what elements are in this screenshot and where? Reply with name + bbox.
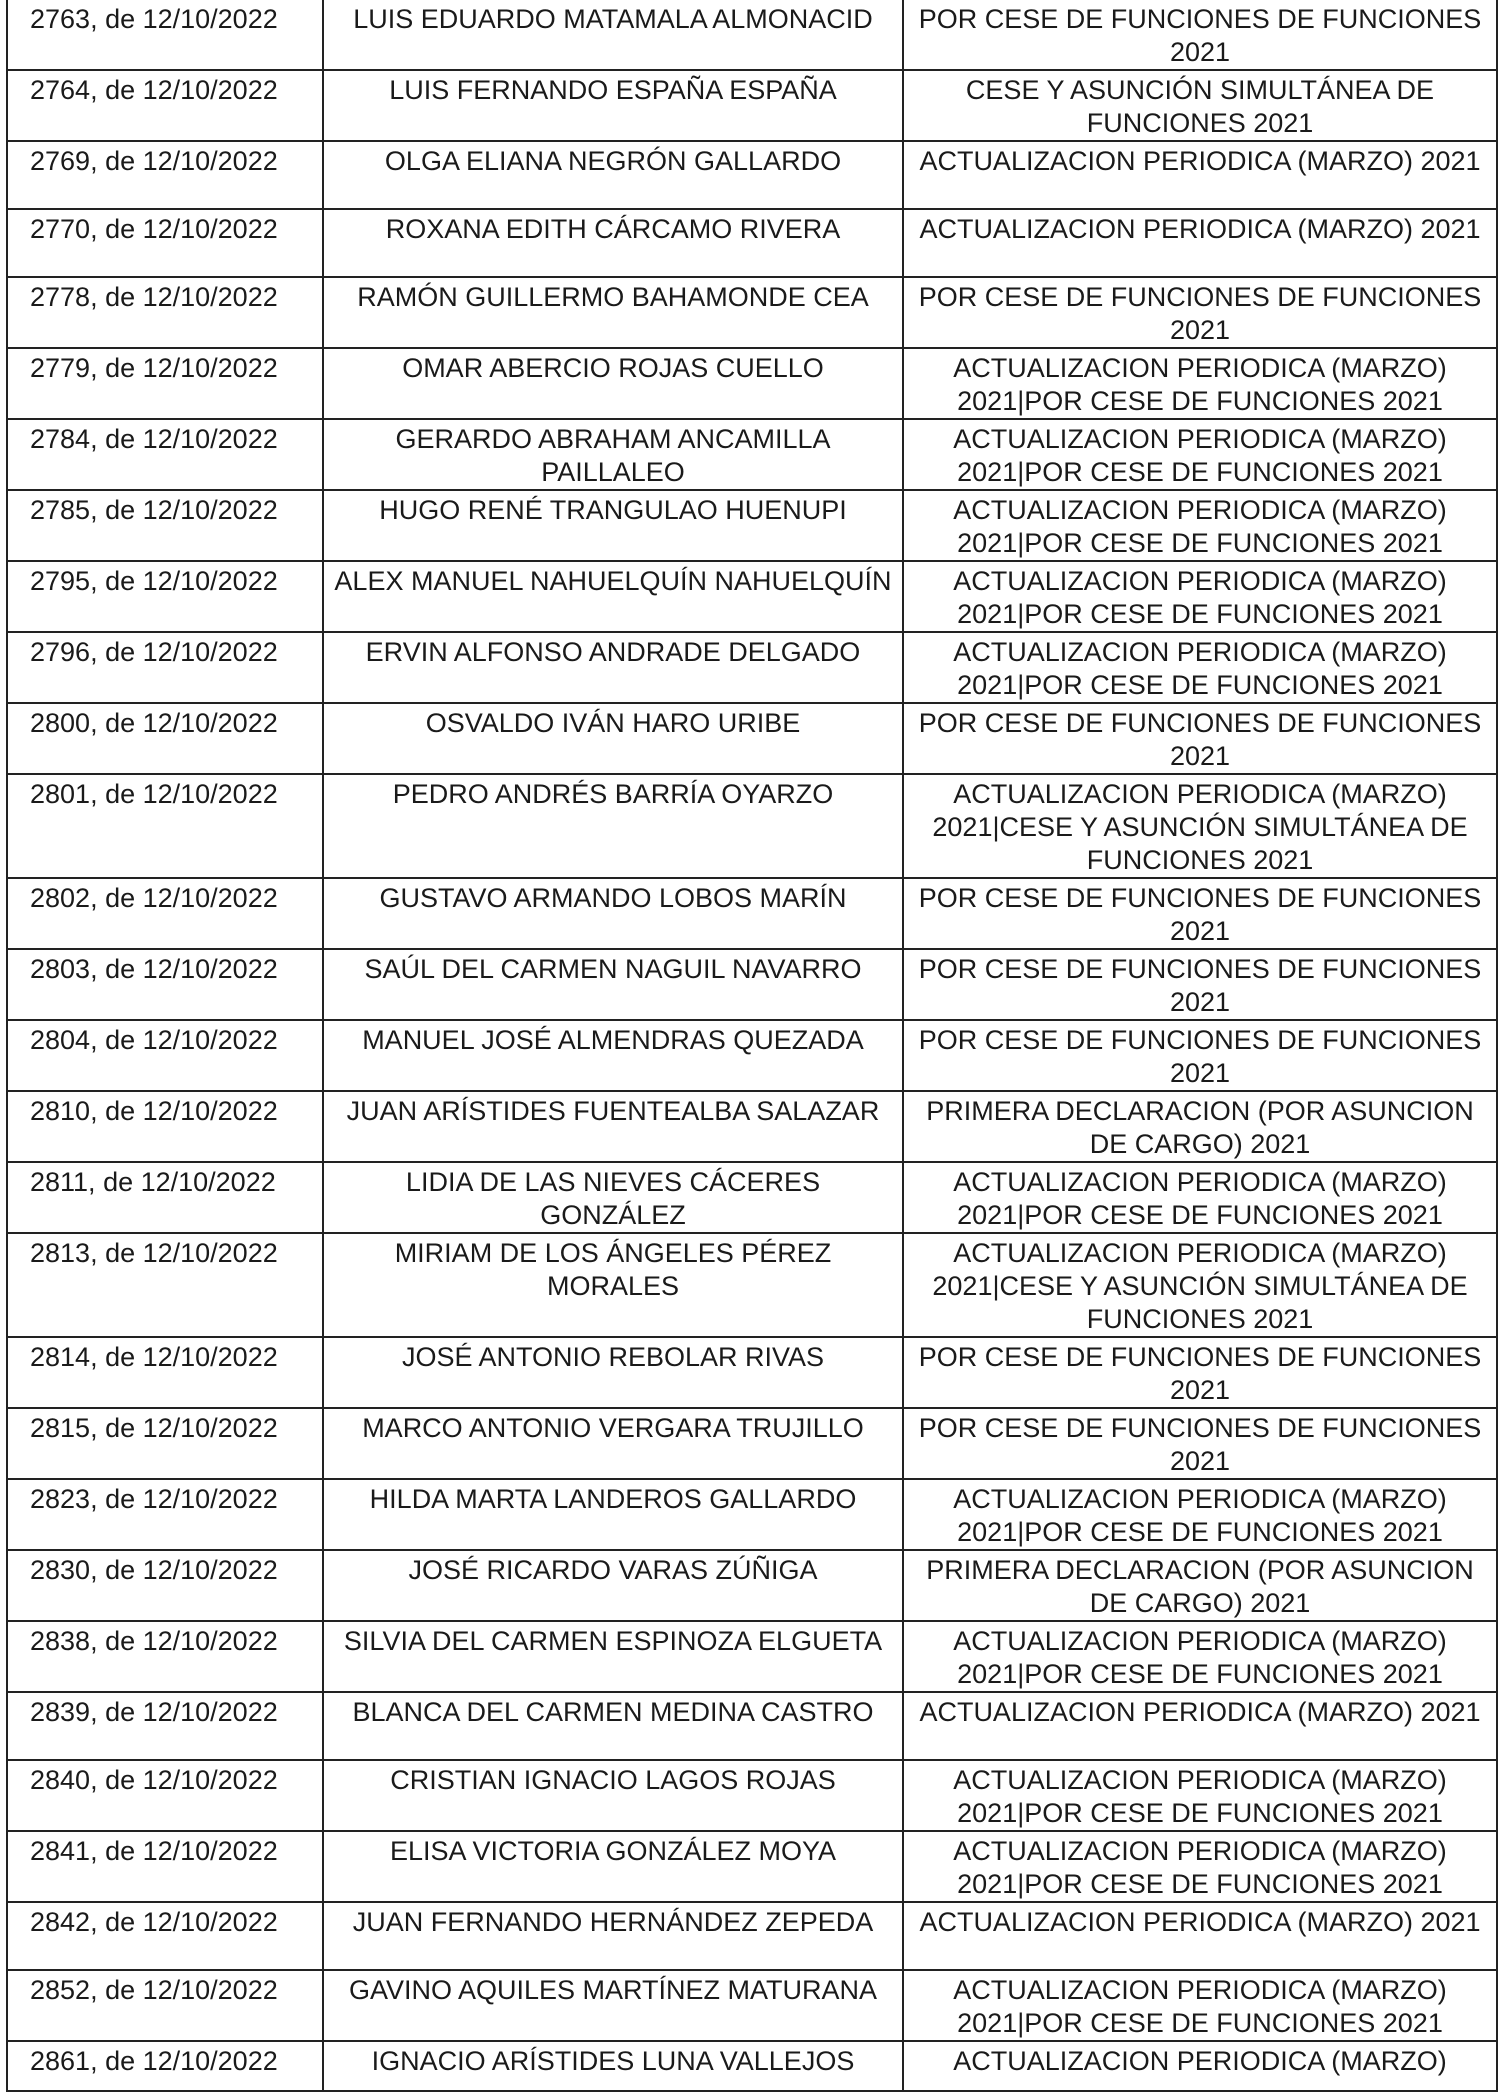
resolution-cell: 2770, de 12/10/2022 <box>7 209 323 277</box>
person-name-cell: LIDIA DE LAS NIEVES CÁCERES GONZÁLEZ <box>323 1162 903 1233</box>
declaration-type-cell: ACTUALIZACION PERIODICA (MARZO) 2021|CESE Y ASUNCIÓN SIMULTÁNEA DE FUNCIONES 2021 <box>903 774 1497 878</box>
person-name-cell: ROXANA EDITH CÁRCAMO RIVERA <box>323 209 903 277</box>
person-name-cell: JUAN FERNANDO HERNÁNDEZ ZEPEDA <box>323 1902 903 1970</box>
declaration-type-cell: POR CESE DE FUNCIONES DE FUNCIONES 2021 <box>903 1408 1497 1479</box>
table-row <box>7 1233 1497 1337</box>
resolution-cell: 2841, de 12/10/2022 <box>7 1831 323 1902</box>
person-name-cell: RAMÓN GUILLERMO BAHAMONDE CEA <box>323 277 903 348</box>
declaration-type-cell: PRIMERA DECLARACION (POR ASUNCION DE CARGO) 2021 <box>903 1550 1497 1621</box>
person-name-cell: BLANCA DEL CARMEN MEDINA CASTRO <box>323 1692 903 1760</box>
table-row <box>7 1902 1497 1970</box>
declaration-type-cell: ACTUALIZACION PERIODICA (MARZO) <box>903 2041 1497 2091</box>
declaration-type-cell: ACTUALIZACION PERIODICA (MARZO) 2021|POR CESE DE FUNCIONES 2021 <box>903 1162 1497 1233</box>
table-row <box>7 2041 1497 2091</box>
declaration-type-cell: POR CESE DE FUNCIONES DE FUNCIONES 2021 <box>903 1337 1497 1408</box>
declaration-type-cell: CESE Y ASUNCIÓN SIMULTÁNEA DE FUNCIONES 2021 <box>903 70 1497 141</box>
person-name-cell: JOSÉ RICARDO VARAS ZÚÑIGA <box>323 1550 903 1621</box>
declaration-type-cell: ACTUALIZACION PERIODICA (MARZO) 2021|POR CESE DE FUNCIONES 2021 <box>903 419 1497 490</box>
declaration-type-cell: ACTUALIZACION PERIODICA (MARZO) 2021 <box>903 1692 1497 1760</box>
resolution-cell: 2823, de 12/10/2022 <box>7 1479 323 1550</box>
declaration-type-cell: ACTUALIZACION PERIODICA (MARZO) 2021|POR CESE DE FUNCIONES 2021 <box>903 1760 1497 1831</box>
table-row <box>7 490 1497 561</box>
declaration-type-cell: ACTUALIZACION PERIODICA (MARZO) 2021 <box>903 141 1497 209</box>
resolution-cell: 2779, de 12/10/2022 <box>7 348 323 419</box>
person-name-cell: LUIS EDUARDO MATAMALA ALMONACID <box>323 0 903 70</box>
person-name-cell: MARCO ANTONIO VERGARA TRUJILLO <box>323 1408 903 1479</box>
table-body <box>7 0 1497 2091</box>
declaration-type-cell: PRIMERA DECLARACION (POR ASUNCION DE CARGO) 2021 <box>903 1091 1497 1162</box>
declaration-type-cell: POR CESE DE FUNCIONES DE FUNCIONES 2021 <box>903 949 1497 1020</box>
declaration-type-cell: ACTUALIZACION PERIODICA (MARZO) 2021|POR CESE DE FUNCIONES 2021 <box>903 1831 1497 1902</box>
table-row <box>7 1408 1497 1479</box>
table-row <box>7 949 1497 1020</box>
resolution-cell: 2852, de 12/10/2022 <box>7 1970 323 2041</box>
table-row <box>7 277 1497 348</box>
resolution-cell: 2784, de 12/10/2022 <box>7 419 323 490</box>
declaration-type-cell: ACTUALIZACION PERIODICA (MARZO) 2021|POR CESE DE FUNCIONES 2021 <box>903 490 1497 561</box>
resolution-cell: 2804, de 12/10/2022 <box>7 1020 323 1091</box>
resolutions-table <box>6 0 1498 2092</box>
declaration-type-cell: POR CESE DE FUNCIONES DE FUNCIONES 2021 <box>903 878 1497 949</box>
table-row <box>7 1162 1497 1233</box>
resolution-cell: 2830, de 12/10/2022 <box>7 1550 323 1621</box>
table-row <box>7 1091 1497 1162</box>
table-row <box>7 1760 1497 1831</box>
table-row <box>7 1692 1497 1760</box>
table-row <box>7 0 1497 70</box>
resolution-cell: 2840, de 12/10/2022 <box>7 1760 323 1831</box>
person-name-cell: GERARDO ABRAHAM ANCAMILLA PAILLALEO <box>323 419 903 490</box>
table-row <box>7 1550 1497 1621</box>
person-name-cell: HILDA MARTA LANDEROS GALLARDO <box>323 1479 903 1550</box>
person-name-cell: JOSÉ ANTONIO REBOLAR RIVAS <box>323 1337 903 1408</box>
person-name-cell: GAVINO AQUILES MARTÍNEZ MATURANA <box>323 1970 903 2041</box>
resolution-cell: 2769, de 12/10/2022 <box>7 141 323 209</box>
person-name-cell: PEDRO ANDRÉS BARRÍA OYARZO <box>323 774 903 878</box>
resolution-cell: 2815, de 12/10/2022 <box>7 1408 323 1479</box>
resolution-cell: 2795, de 12/10/2022 <box>7 561 323 632</box>
person-name-cell: GUSTAVO ARMANDO LOBOS MARÍN <box>323 878 903 949</box>
table-row <box>7 70 1497 141</box>
table-row <box>7 348 1497 419</box>
person-name-cell: ELISA VICTORIA GONZÁLEZ MOYA <box>323 1831 903 1902</box>
table-row <box>7 561 1497 632</box>
table-row <box>7 632 1497 703</box>
resolution-cell: 2796, de 12/10/2022 <box>7 632 323 703</box>
table-row <box>7 1831 1497 1902</box>
declaration-type-cell: POR CESE DE FUNCIONES DE FUNCIONES 2021 <box>903 277 1497 348</box>
resolution-cell: 2802, de 12/10/2022 <box>7 878 323 949</box>
declaration-type-cell: POR CESE DE FUNCIONES DE FUNCIONES 2021 <box>903 1020 1497 1091</box>
person-name-cell: SAÚL DEL CARMEN NAGUIL NAVARRO <box>323 949 903 1020</box>
table-row <box>7 1621 1497 1692</box>
resolution-cell: 2785, de 12/10/2022 <box>7 490 323 561</box>
table-row <box>7 209 1497 277</box>
declaration-type-cell: ACTUALIZACION PERIODICA (MARZO) 2021|POR CESE DE FUNCIONES 2021 <box>903 561 1497 632</box>
declaration-type-cell: ACTUALIZACION PERIODICA (MARZO) 2021|POR CESE DE FUNCIONES 2021 <box>903 1621 1497 1692</box>
person-name-cell: ERVIN ALFONSO ANDRADE DELGADO <box>323 632 903 703</box>
person-name-cell: SILVIA DEL CARMEN ESPINOZA ELGUETA <box>323 1621 903 1692</box>
person-name-cell: IGNACIO ARÍSTIDES LUNA VALLEJOS <box>323 2041 903 2091</box>
table-row <box>7 419 1497 490</box>
person-name-cell: ALEX MANUEL NAHUELQUÍN NAHUELQUÍN <box>323 561 903 632</box>
declaration-type-cell: ACTUALIZACION PERIODICA (MARZO) 2021|POR CESE DE FUNCIONES 2021 <box>903 348 1497 419</box>
resolution-cell: 2839, de 12/10/2022 <box>7 1692 323 1760</box>
resolution-cell: 2811, de 12/10/2022 <box>7 1162 323 1233</box>
table-row <box>7 774 1497 878</box>
resolution-cell: 2800, de 12/10/2022 <box>7 703 323 774</box>
resolution-cell: 2801, de 12/10/2022 <box>7 774 323 878</box>
person-name-cell: HUGO RENÉ TRANGULAO HUENUPI <box>323 490 903 561</box>
person-name-cell: MANUEL JOSÉ ALMENDRAS QUEZADA <box>323 1020 903 1091</box>
declaration-type-cell: ACTUALIZACION PERIODICA (MARZO) 2021|CESE Y ASUNCIÓN SIMULTÁNEA DE FUNCIONES 2021 <box>903 1233 1497 1337</box>
person-name-cell: OMAR ABERCIO ROJAS CUELLO <box>323 348 903 419</box>
person-name-cell: OLGA ELIANA NEGRÓN GALLARDO <box>323 141 903 209</box>
table-row <box>7 1020 1497 1091</box>
resolution-cell: 2803, de 12/10/2022 <box>7 949 323 1020</box>
resolution-cell: 2778, de 12/10/2022 <box>7 277 323 348</box>
person-name-cell: CRISTIAN IGNACIO LAGOS ROJAS <box>323 1760 903 1831</box>
resolution-cell: 2842, de 12/10/2022 <box>7 1902 323 1970</box>
person-name-cell: LUIS FERNANDO ESPAÑA ESPAÑA <box>323 70 903 141</box>
resolution-cell: 2813, de 12/10/2022 <box>7 1233 323 1337</box>
resolution-cell: 2763, de 12/10/2022 <box>7 0 323 70</box>
resolution-cell: 2810, de 12/10/2022 <box>7 1091 323 1162</box>
person-name-cell: OSVALDO IVÁN HARO URIBE <box>323 703 903 774</box>
table-row <box>7 1479 1497 1550</box>
declaration-type-cell: POR CESE DE FUNCIONES DE FUNCIONES 2021 <box>903 0 1497 70</box>
table-row <box>7 878 1497 949</box>
declaration-type-cell: ACTUALIZACION PERIODICA (MARZO) 2021 <box>903 209 1497 277</box>
resolution-cell: 2861, de 12/10/2022 <box>7 2041 323 2091</box>
resolution-cell: 2838, de 12/10/2022 <box>7 1621 323 1692</box>
declaration-type-cell: ACTUALIZACION PERIODICA (MARZO) 2021|POR CESE DE FUNCIONES 2021 <box>903 1970 1497 2041</box>
table-row <box>7 141 1497 209</box>
declaration-type-cell: ACTUALIZACION PERIODICA (MARZO) 2021|POR CESE DE FUNCIONES 2021 <box>903 1479 1497 1550</box>
person-name-cell: JUAN ARÍSTIDES FUENTEALBA SALAZAR <box>323 1091 903 1162</box>
resolution-cell: 2814, de 12/10/2022 <box>7 1337 323 1408</box>
person-name-cell: MIRIAM DE LOS ÁNGELES PÉREZ MORALES <box>323 1233 903 1337</box>
table-row <box>7 1970 1497 2041</box>
declaration-type-cell: ACTUALIZACION PERIODICA (MARZO) 2021|POR CESE DE FUNCIONES 2021 <box>903 632 1497 703</box>
table-row <box>7 703 1497 774</box>
declaration-type-cell: POR CESE DE FUNCIONES DE FUNCIONES 2021 <box>903 703 1497 774</box>
resolution-cell: 2764, de 12/10/2022 <box>7 70 323 141</box>
table-row <box>7 1337 1497 1408</box>
declaration-type-cell: ACTUALIZACION PERIODICA (MARZO) 2021 <box>903 1902 1497 1970</box>
